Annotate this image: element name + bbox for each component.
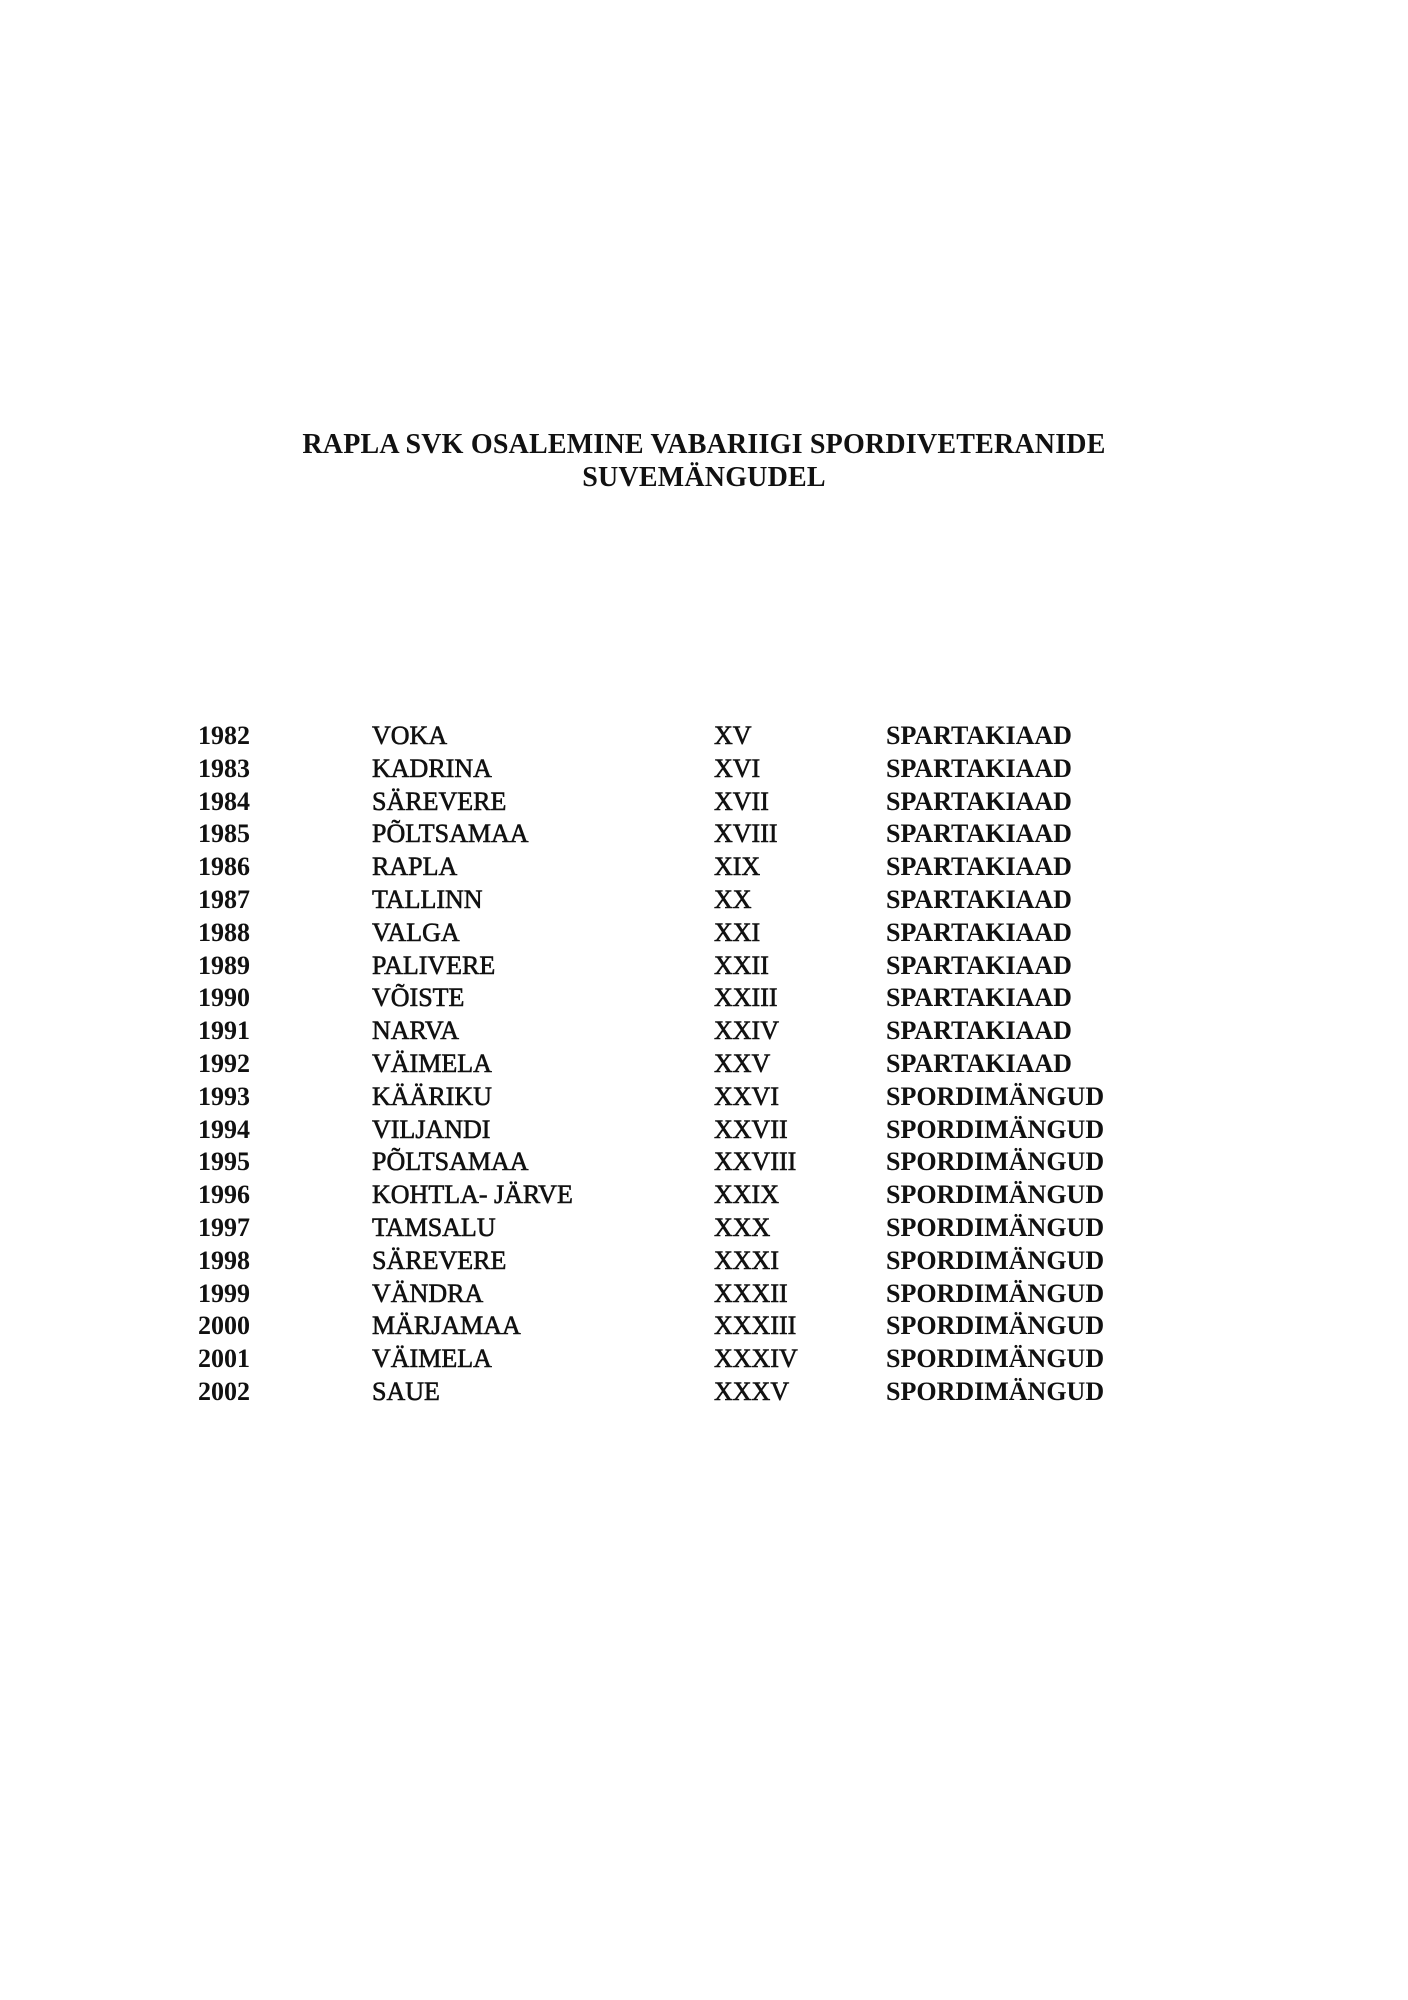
- place-cell: PÕLTSAMAA: [372, 1147, 529, 1177]
- event-type-cell: SPARTAKIAAD: [886, 983, 1072, 1013]
- year-cell: 1988: [198, 917, 250, 947]
- games-number-cell: XXII: [714, 950, 769, 980]
- year-cell: 1989: [198, 950, 250, 980]
- games-number-cell: XXI: [714, 917, 761, 947]
- place-cell: TALLINN: [372, 884, 483, 914]
- place-cell: RAPLA: [372, 852, 458, 882]
- event-type-cell: SPORDIMÄNGUD: [886, 1278, 1105, 1308]
- year-cell: 1995: [198, 1147, 250, 1177]
- place-cell: SÄREVERE: [372, 1245, 507, 1275]
- results-table: [0, 720, 1408, 1409]
- games-number-cell: XXXIV: [714, 1344, 798, 1374]
- event-type-cell: SPORDIMÄNGUD: [886, 1245, 1105, 1275]
- games-number-cell: XVII: [714, 786, 769, 816]
- table-row: [0, 1048, 1408, 1081]
- games-number-cell: XX: [714, 884, 752, 914]
- table-row: [0, 1343, 1408, 1376]
- year-cell: 1997: [198, 1212, 250, 1242]
- games-number-cell: XXXI: [714, 1245, 779, 1275]
- place-cell: NARVA: [372, 1016, 460, 1046]
- place-cell: VOKA: [372, 721, 448, 750]
- place-cell: VÄNDRA: [372, 1278, 484, 1308]
- year-cell: 1986: [198, 852, 250, 882]
- games-number-cell: XVIII: [714, 819, 778, 849]
- table-row: [0, 1278, 1408, 1311]
- games-number-cell: XV: [714, 721, 752, 750]
- table-row: [0, 1376, 1408, 1409]
- event-type-cell: SPARTAKIAAD: [886, 1016, 1072, 1046]
- event-type-cell: SPARTAKIAAD: [886, 917, 1072, 947]
- table-row: [0, 818, 1408, 851]
- table-row: [0, 917, 1408, 950]
- table-row: [0, 753, 1408, 786]
- year-cell: 1999: [198, 1278, 250, 1308]
- table-row: [0, 720, 1408, 753]
- games-number-cell: XXVIII: [714, 1147, 797, 1177]
- table-row: [0, 1114, 1408, 1147]
- year-cell: 1992: [198, 1048, 250, 1078]
- games-number-cell: XXVII: [714, 1114, 788, 1144]
- event-type-cell: SPARTAKIAAD: [886, 950, 1072, 980]
- table-row: [0, 982, 1408, 1015]
- event-type-cell: SPORDIMÄNGUD: [886, 1147, 1105, 1177]
- games-number-cell: XXIX: [714, 1180, 779, 1210]
- event-type-cell: SPARTAKIAAD: [886, 786, 1072, 816]
- year-cell: 2002: [198, 1376, 250, 1406]
- event-type-cell: SPARTAKIAAD: [886, 721, 1072, 750]
- year-cell: 1994: [198, 1114, 250, 1144]
- games-number-cell: XVI: [714, 753, 761, 783]
- event-type-cell: SPARTAKIAAD: [886, 753, 1072, 783]
- table-row: [0, 1081, 1408, 1114]
- table-row: [0, 1310, 1408, 1343]
- year-cell: 1998: [198, 1245, 250, 1275]
- place-cell: SAUE: [372, 1376, 440, 1406]
- table-row: [0, 950, 1408, 983]
- title-line-2: SUVEMÄNGUDEL: [582, 462, 826, 493]
- place-cell: VÄIMELA: [372, 1048, 492, 1078]
- event-type-cell: SPORDIMÄNGUD: [886, 1180, 1105, 1210]
- table-row: [0, 1015, 1408, 1048]
- games-number-cell: XXV: [714, 1048, 771, 1078]
- event-type-cell: SPORDIMÄNGUD: [886, 1212, 1105, 1242]
- event-type-cell: SPARTAKIAAD: [886, 819, 1072, 849]
- year-cell: 2000: [198, 1311, 250, 1341]
- games-number-cell: XXIII: [714, 983, 778, 1013]
- games-number-cell: XXXV: [714, 1376, 790, 1406]
- place-cell: VÄIMELA: [372, 1344, 492, 1374]
- place-cell: TAMSALU: [372, 1212, 496, 1242]
- table-row: [0, 786, 1408, 819]
- place-cell: MÄRJAMAA: [372, 1311, 521, 1341]
- year-cell: 1996: [198, 1180, 250, 1210]
- games-number-cell: XIX: [714, 852, 761, 882]
- games-number-cell: XXXIII: [714, 1311, 797, 1341]
- event-type-cell: SPORDIMÄNGUD: [886, 1081, 1105, 1111]
- table-row: [0, 1146, 1408, 1179]
- year-cell: 1993: [198, 1081, 250, 1111]
- place-cell: PÕLTSAMAA: [372, 819, 529, 849]
- year-cell: 1987: [198, 884, 250, 914]
- games-number-cell: XXIV: [714, 1016, 779, 1046]
- event-type-cell: SPARTAKIAAD: [886, 852, 1072, 882]
- place-cell: VÕISTE: [372, 983, 465, 1013]
- games-number-cell: XXVI: [714, 1081, 779, 1111]
- place-cell: KÄÄRIKU: [372, 1081, 492, 1111]
- event-type-cell: SPORDIMÄNGUD: [886, 1376, 1105, 1406]
- place-cell: SÄREVERE: [372, 786, 507, 816]
- games-number-cell: XXXII: [714, 1278, 788, 1308]
- year-cell: 1991: [198, 1016, 250, 1046]
- year-cell: 1983: [198, 753, 250, 783]
- document-title: [0, 428, 1408, 494]
- event-type-cell: SPORDIMÄNGUD: [886, 1311, 1105, 1341]
- year-cell: 1985: [198, 819, 250, 849]
- event-type-cell: SPARTAKIAAD: [886, 1048, 1072, 1078]
- place-cell: KOHTLA- JÄRVE: [372, 1180, 573, 1210]
- title-line-1: RAPLA SVK OSALEMINE VABARIIGI SPORDIVETERANIDE: [302, 429, 1106, 460]
- event-type-cell: SPARTAKIAAD: [886, 884, 1072, 914]
- year-cell: 1982: [198, 721, 250, 750]
- event-type-cell: SPORDIMÄNGUD: [886, 1344, 1105, 1374]
- table-row: [0, 884, 1408, 917]
- place-cell: PALIVERE: [372, 950, 496, 980]
- year-cell: 2001: [198, 1344, 250, 1374]
- table-row: [0, 1245, 1408, 1278]
- place-cell: VALGA: [372, 917, 460, 947]
- year-cell: 1984: [198, 786, 250, 816]
- table-row: [0, 1179, 1408, 1212]
- table-row: [0, 851, 1408, 884]
- year-cell: 1990: [198, 983, 250, 1013]
- event-type-cell: SPORDIMÄNGUD: [886, 1114, 1105, 1144]
- table-row: [0, 1212, 1408, 1245]
- games-number-cell: XXX: [714, 1212, 771, 1242]
- place-cell: KADRINA: [372, 753, 492, 783]
- place-cell: VILJANDI: [372, 1114, 491, 1144]
